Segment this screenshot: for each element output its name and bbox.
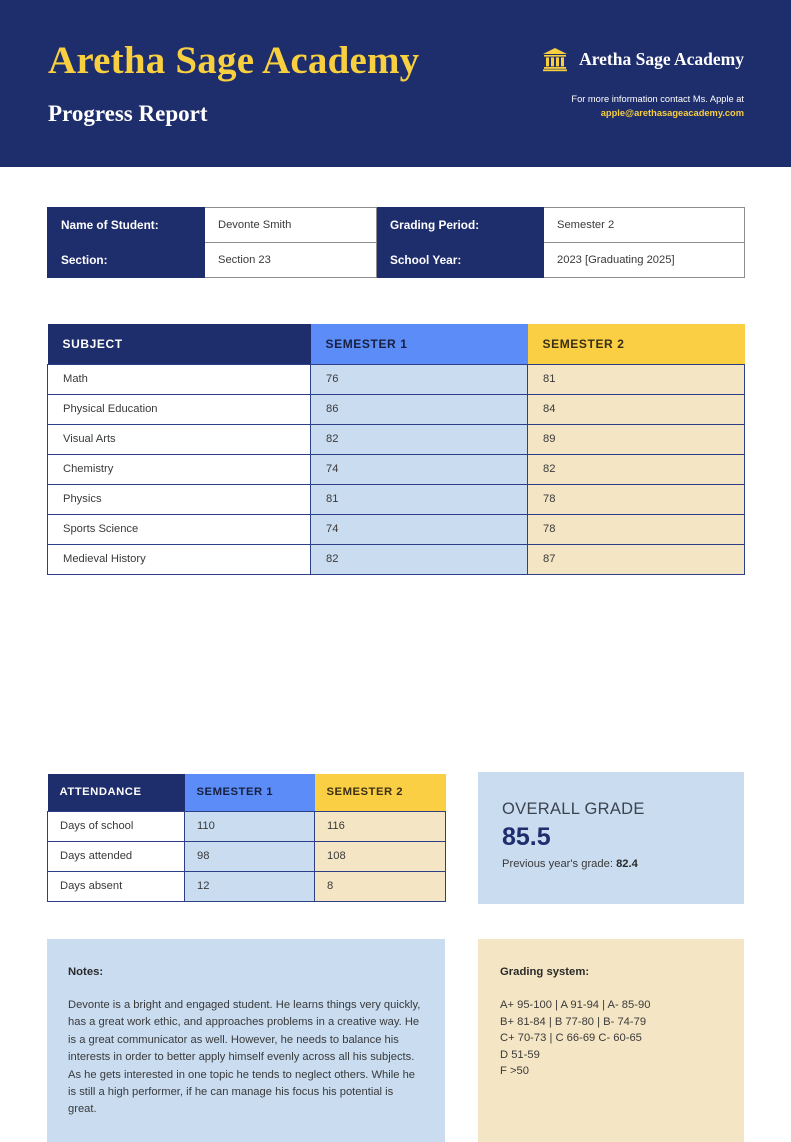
subject-sem1-grade: 82 <box>311 544 528 574</box>
grading-scale-line: C+ 70-73 | C 66-69 C- 60-65 <box>500 1032 642 1045</box>
subject-sem1-grade: 82 <box>311 424 528 454</box>
subject-sem2-grade: 82 <box>528 454 745 484</box>
subject-sem2-grade: 78 <box>528 514 745 544</box>
student-name-value: Devonte Smith <box>205 208 377 243</box>
student-info-table <box>47 207 745 278</box>
column-header-attendance-semester-1: SEMESTER 1 <box>185 774 315 811</box>
subject-sem2-grade: 87 <box>528 544 745 574</box>
table-row <box>48 394 745 424</box>
logo-lockup <box>444 46 744 72</box>
attendance-label: Days attended <box>48 841 185 871</box>
table-row <box>48 454 745 484</box>
overall-grade-panel <box>478 772 744 904</box>
subject-sem2-grade: 89 <box>528 424 745 454</box>
subject-sem2-grade: 84 <box>528 394 745 424</box>
subject-sem2-grade: 78 <box>528 484 745 514</box>
notes-panel <box>47 939 445 1142</box>
student-name-label: Name of Student: <box>48 208 205 243</box>
table-row <box>48 871 446 901</box>
grading-period-label: Grading Period: <box>377 208 544 243</box>
subject-name: Physical Education <box>48 394 311 424</box>
overall-grade-label: OVERALL GRADE <box>502 800 645 818</box>
notes-body: Devonte is a bright and engaged student. He learns things very quickly, has a great work ethic, and approaches problems in a creative way. He is a great communicator as well. However, he needs to balance his interests in order to better apply himself evenly across all his subjects. As he gets interested in one topic he tends to neglect others. While he is still a high performer, if he can manage his focus his potential is great. <box>68 999 421 1116</box>
column-header-attendance-semester-2: SEMESTER 2 <box>315 774 446 811</box>
section-label: Section: <box>48 243 205 278</box>
column-header-attendance: ATTENDANCE <box>48 774 185 811</box>
subject-sem1-grade: 74 <box>311 514 528 544</box>
grading-scale-line: B+ 81-84 | B 77-80 | B- 74-79 <box>500 1015 647 1028</box>
attendance-sem2-value: 108 <box>315 841 446 871</box>
table-row <box>48 364 745 394</box>
attendance-sem2-value: 8 <box>315 871 446 901</box>
subject-name: Chemistry <box>48 454 311 484</box>
table-row <box>48 544 745 574</box>
grading-scale-line: A+ 95-100 | A 91-94 | A- 85-90 <box>500 999 651 1011</box>
contact-line: For more information contact Ms. Apple at <box>571 94 744 104</box>
column-header-subject: SUBJECT <box>48 324 311 364</box>
previous-year-label: Previous year's grade: <box>502 858 617 870</box>
grading-period-value: Semester 2 <box>544 208 745 243</box>
overall-grade-value: 85.5 <box>502 823 551 851</box>
subject-sem2-grade: 81 <box>528 364 745 394</box>
previous-year-grade <box>502 858 720 870</box>
column-header-semester-2: SEMESTER 2 <box>528 324 745 364</box>
contact-info <box>444 93 744 120</box>
grading-scale-line: D 51-59 <box>500 1048 540 1061</box>
page-header <box>0 0 791 167</box>
subject-name: Medieval History <box>48 544 311 574</box>
contact-email-link[interactable]: apple@arethasageacademy.com <box>600 107 744 118</box>
attendance-label: Days absent <box>48 871 185 901</box>
subject-name: Math <box>48 364 311 394</box>
subject-name: Sports Science <box>48 514 311 544</box>
attendance-sem1-value: 98 <box>185 841 315 871</box>
subject-sem1-grade: 86 <box>311 394 528 424</box>
header-left-block <box>48 38 419 128</box>
column-header-semester-1: SEMESTER 1 <box>311 324 528 364</box>
grading-scale-line: F >50 <box>500 1065 529 1078</box>
table-row <box>48 208 745 243</box>
attendance-label: Days of school <box>48 811 185 841</box>
table-header-row <box>48 774 446 811</box>
table-row <box>48 243 745 278</box>
previous-year-value: 82.4 <box>616 858 638 870</box>
subject-sem1-grade: 74 <box>311 454 528 484</box>
subject-name: Visual Arts <box>48 424 311 454</box>
report-subtitle: Progress Report <box>48 101 208 126</box>
school-year-label: School Year: <box>377 243 544 278</box>
grading-system-panel <box>478 939 744 1142</box>
attendance-sem1-value: 110 <box>185 811 315 841</box>
table-row <box>48 811 446 841</box>
table-row <box>48 424 745 454</box>
school-year-value: 2023 [Graduating 2025] <box>544 243 745 278</box>
table-row <box>48 514 745 544</box>
section-value: Section 23 <box>205 243 377 278</box>
subject-grades-table <box>47 324 745 575</box>
table-row <box>48 841 446 871</box>
subject-name: Physics <box>48 484 311 514</box>
header-right-block <box>444 46 744 120</box>
subject-sem1-grade: 76 <box>311 364 528 394</box>
table-row <box>48 484 745 514</box>
table-header-row <box>48 324 745 364</box>
attendance-sem2-value: 116 <box>315 811 446 841</box>
notes-title: Notes: <box>68 966 104 978</box>
logo-text: Aretha Sage Academy <box>579 48 744 69</box>
attendance-table <box>47 774 446 902</box>
bank-building-icon <box>542 46 568 72</box>
page-title: Aretha Sage Academy <box>48 39 420 82</box>
subject-sem1-grade: 81 <box>311 484 528 514</box>
grading-system-title: Grading system: <box>500 966 590 978</box>
attendance-sem1-value: 12 <box>185 871 315 901</box>
